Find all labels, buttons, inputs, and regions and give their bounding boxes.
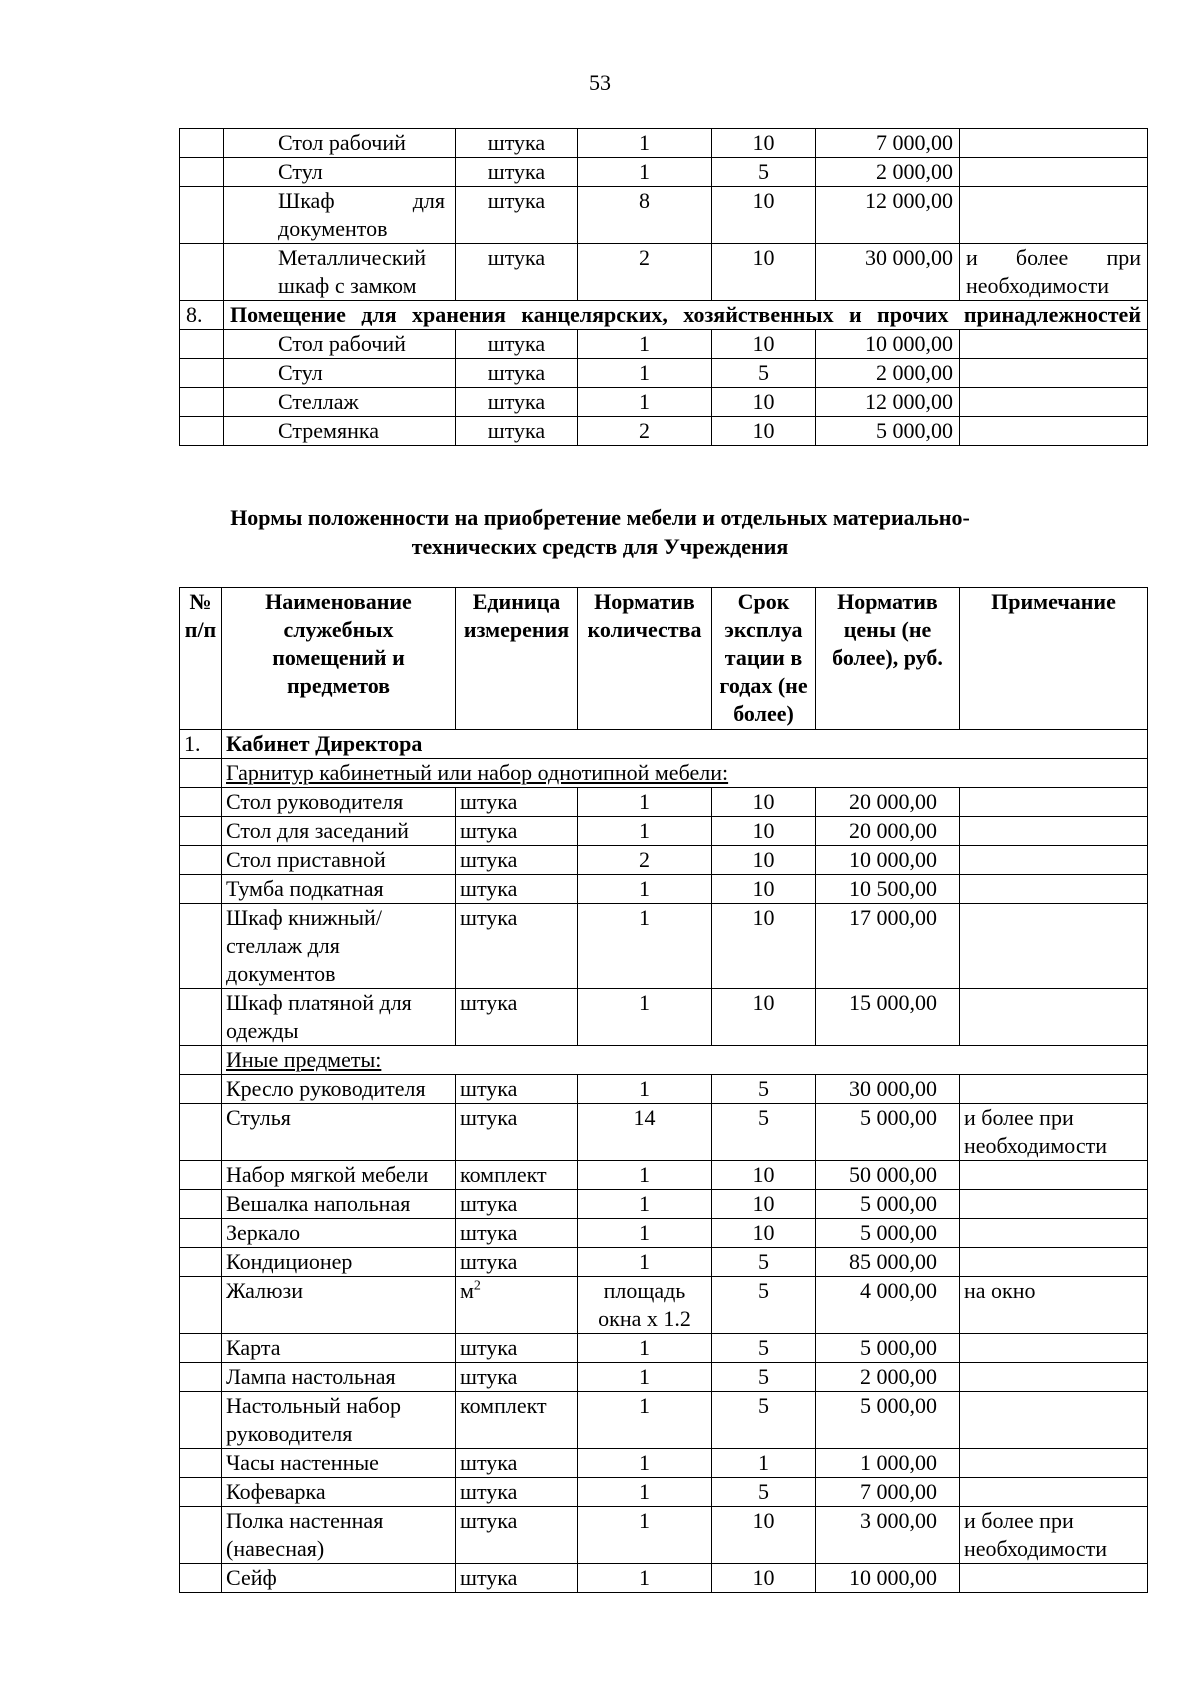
unit: штука — [456, 989, 578, 1046]
quantity: 1 — [578, 1392, 712, 1449]
item-name: Стол руководителя — [222, 788, 456, 817]
service-years: 10 — [712, 1564, 816, 1593]
row-number-cell — [180, 846, 222, 875]
item-name: Стулья — [222, 1104, 456, 1161]
note — [960, 846, 1148, 875]
row-number-cell — [180, 158, 224, 187]
item-name: Зеркало — [222, 1219, 456, 1248]
price: 5 000,00 — [816, 1392, 960, 1449]
note — [960, 1161, 1148, 1190]
item-name: Стул — [224, 359, 456, 388]
service-years: 5 — [712, 1363, 816, 1392]
quantity: 1 — [578, 1190, 712, 1219]
continuation-table — [179, 128, 1148, 446]
service-years: 10 — [712, 846, 816, 875]
service-years: 10 — [712, 989, 816, 1046]
quantity: 1 — [578, 817, 712, 846]
row-number-cell — [180, 904, 222, 989]
quantity: площадь окна х 1.2 — [578, 1277, 712, 1334]
quantity: 8 — [578, 187, 712, 244]
unit: штука — [456, 1449, 578, 1478]
note — [960, 875, 1148, 904]
row-number-cell — [180, 1161, 222, 1190]
item-name: Металлический шкаф с замком — [224, 244, 456, 301]
note — [960, 1478, 1148, 1507]
section-8-row — [180, 301, 1148, 330]
row-number-cell — [180, 129, 224, 158]
unit: штука — [456, 846, 578, 875]
table-row — [180, 244, 1148, 301]
unit: штука — [456, 388, 578, 417]
row-number-cell — [180, 1190, 222, 1219]
item-name: Стеллаж — [224, 388, 456, 417]
unit: штука — [456, 244, 578, 301]
item-name: Сейф — [222, 1564, 456, 1593]
row-number-cell — [180, 1104, 222, 1161]
price: 10 500,00 — [816, 875, 960, 904]
item-name: Стремянка — [224, 417, 456, 446]
quantity: 1 — [578, 1334, 712, 1363]
table-row — [180, 359, 1148, 388]
unit: штука — [456, 330, 578, 359]
row-number-cell — [180, 1219, 222, 1248]
unit: штука — [456, 187, 578, 244]
table-row — [180, 1507, 1148, 1564]
row-number-cell — [180, 1277, 222, 1334]
table-row — [180, 1104, 1148, 1161]
service-years: 10 — [712, 330, 816, 359]
service-years: 5 — [712, 359, 816, 388]
note — [960, 158, 1148, 187]
item-name: Лампа настольная — [222, 1363, 456, 1392]
quantity: 1 — [578, 904, 712, 989]
note: и более при необходимости — [960, 1507, 1148, 1564]
table-row — [180, 187, 1148, 244]
table-row — [180, 875, 1148, 904]
other-items-rows — [180, 1075, 1148, 1593]
price: 12 000,00 — [816, 187, 960, 244]
price: 4 000,00 — [816, 1277, 960, 1334]
section-number: 8. — [180, 301, 224, 330]
row-number-cell — [180, 330, 224, 359]
row-number-cell — [180, 388, 224, 417]
note — [960, 904, 1148, 989]
continuation-rows — [180, 129, 1148, 301]
note — [960, 129, 1148, 158]
section-1-row — [180, 730, 1148, 759]
table-row — [180, 1190, 1148, 1219]
item-name: Настольный набор руководителя — [222, 1392, 456, 1449]
price: 2 000,00 — [816, 1363, 960, 1392]
service-years: 5 — [712, 1277, 816, 1334]
table-row — [180, 388, 1148, 417]
heading-line-1: Нормы положенности на приобретение мебели и отдельных материально- — [230, 505, 970, 530]
service-years: 10 — [712, 1190, 816, 1219]
note — [960, 989, 1148, 1046]
unit: комплект — [456, 1161, 578, 1190]
section-title: Помещение для хранения канцелярских, хозяйственных и прочих принадлежностей — [230, 302, 1141, 327]
unit: штука — [456, 1219, 578, 1248]
quantity: 1 — [578, 1478, 712, 1507]
service-years: 10 — [712, 1507, 816, 1564]
price: 12 000,00 — [816, 388, 960, 417]
row-number-cell — [180, 1075, 222, 1104]
header-price: Норматив цены (не более), руб. — [816, 588, 960, 730]
item-name: Полка настенная (навесная) — [222, 1507, 456, 1564]
note — [960, 1392, 1148, 1449]
table-row — [180, 129, 1148, 158]
table-row — [180, 1449, 1148, 1478]
item-name: Вешалка напольная — [222, 1190, 456, 1219]
item-name: Стул — [224, 158, 456, 187]
row-number-cell — [180, 359, 224, 388]
service-years: 5 — [712, 1075, 816, 1104]
service-years: 5 — [712, 1334, 816, 1363]
table-row — [180, 846, 1148, 875]
table-row — [180, 904, 1148, 989]
unit-base: м — [460, 1278, 474, 1303]
furniture-set-rows — [180, 788, 1148, 1046]
row-number-cell — [180, 1478, 222, 1507]
price: 5 000,00 — [816, 1219, 960, 1248]
header-note: Примечание — [960, 588, 1148, 730]
header-row — [180, 588, 1148, 730]
unit: штука — [456, 417, 578, 446]
table-row — [180, 417, 1148, 446]
note: и более при необходимости — [960, 1104, 1148, 1161]
service-years: 10 — [712, 244, 816, 301]
section-title: Кабинет Директора — [222, 730, 1148, 759]
table-row — [180, 1219, 1148, 1248]
price: 5 000,00 — [816, 1104, 960, 1161]
header-years: Срок эксплуа тации в годах (не более) — [712, 588, 816, 730]
service-years: 5 — [712, 158, 816, 187]
quantity: 1 — [578, 1363, 712, 1392]
item-name: Жалюзи — [222, 1277, 456, 1334]
price: 10 000,00 — [816, 330, 960, 359]
note — [960, 187, 1148, 244]
note: и более при необходимости — [960, 244, 1148, 301]
table-row — [180, 1075, 1148, 1104]
item-name: Стол рабочий — [224, 129, 456, 158]
table-row — [180, 1277, 1148, 1334]
header-unit: Единица измерения — [456, 588, 578, 730]
service-years: 5 — [712, 1248, 816, 1277]
unit — [456, 1277, 578, 1334]
heading-line-2: технических средств для Учреждения — [411, 534, 789, 559]
note — [960, 1190, 1148, 1219]
row-number-cell — [180, 989, 222, 1046]
table-row — [180, 1248, 1148, 1277]
header-num: № п/п — [180, 588, 222, 730]
unit-superscript: 2 — [473, 1278, 481, 1294]
row-number-cell — [180, 875, 222, 904]
quantity: 2 — [578, 417, 712, 446]
price: 30 000,00 — [816, 244, 960, 301]
price: 3 000,00 — [816, 1507, 960, 1564]
item-name: Стол рабочий — [224, 330, 456, 359]
unit: штука — [456, 1564, 578, 1593]
price: 20 000,00 — [816, 788, 960, 817]
note — [960, 1075, 1148, 1104]
unit: штука — [456, 1075, 578, 1104]
quantity: 1 — [578, 330, 712, 359]
unit: штука — [456, 904, 578, 989]
note — [960, 1564, 1148, 1593]
price: 5 000,00 — [816, 1190, 960, 1219]
item-name: Шкаф для документов — [224, 187, 456, 244]
quantity: 1 — [578, 1219, 712, 1248]
row-number-cell — [180, 1363, 222, 1392]
item-name: Тумба подкатная — [222, 875, 456, 904]
note — [960, 417, 1148, 446]
service-years: 10 — [712, 417, 816, 446]
service-years: 10 — [712, 904, 816, 989]
subheading-row — [180, 1046, 1148, 1075]
price: 50 000,00 — [816, 1161, 960, 1190]
service-years: 5 — [712, 1478, 816, 1507]
unit: штука — [456, 129, 578, 158]
note — [960, 1449, 1148, 1478]
item-name: Кофеварка — [222, 1478, 456, 1507]
service-years: 10 — [712, 388, 816, 417]
note — [960, 1363, 1148, 1392]
quantity: 1 — [578, 388, 712, 417]
table-row — [180, 788, 1148, 817]
unit: штука — [456, 1104, 578, 1161]
service-years: 10 — [712, 187, 816, 244]
subheading-furniture-set: Гарнитур кабинетный или набор однотипной мебели: — [222, 759, 1148, 788]
unit: комплект — [456, 1392, 578, 1449]
table-row — [180, 330, 1148, 359]
item-name: Кресло руководителя — [222, 1075, 456, 1104]
unit: штука — [456, 1248, 578, 1277]
service-years: 10 — [712, 129, 816, 158]
item-name: Шкаф платяной для одежды — [222, 989, 456, 1046]
row-number-cell — [180, 788, 222, 817]
header-name: Наименование служебных помещений и предметов — [222, 588, 456, 730]
price: 30 000,00 — [816, 1075, 960, 1104]
service-years: 5 — [712, 1104, 816, 1161]
item-name: Карта — [222, 1334, 456, 1363]
table-row — [180, 989, 1148, 1046]
service-years: 10 — [712, 1161, 816, 1190]
service-years: 10 — [712, 788, 816, 817]
item-name: Стол для заседаний — [222, 817, 456, 846]
note — [960, 817, 1148, 846]
unit: штука — [456, 788, 578, 817]
row-number-cell — [180, 1334, 222, 1363]
note — [960, 788, 1148, 817]
price: 10 000,00 — [816, 846, 960, 875]
row-number-cell — [180, 817, 222, 846]
service-years: 1 — [712, 1449, 816, 1478]
section-title-first-line — [224, 301, 1148, 330]
quantity: 1 — [578, 788, 712, 817]
quantity: 1 — [578, 1507, 712, 1564]
price: 5 000,00 — [816, 1334, 960, 1363]
unit: штука — [456, 1478, 578, 1507]
item-name: Кондиционер — [222, 1248, 456, 1277]
section-number: 1. — [180, 730, 222, 759]
table-row — [180, 1392, 1148, 1449]
row-number-cell — [180, 1392, 222, 1449]
price: 15 000,00 — [816, 989, 960, 1046]
price: 85 000,00 — [816, 1248, 960, 1277]
note — [960, 388, 1148, 417]
document-heading — [0, 503, 1200, 561]
section-8-rows — [180, 330, 1148, 446]
header-qty: Норматив количества — [578, 588, 712, 730]
quantity: 1 — [578, 1161, 712, 1190]
quantity: 1 — [578, 129, 712, 158]
note — [960, 330, 1148, 359]
unit: штука — [456, 817, 578, 846]
unit: штука — [456, 1334, 578, 1363]
service-years: 10 — [712, 875, 816, 904]
item-name: Стол приставной — [222, 846, 456, 875]
unit: штука — [456, 1507, 578, 1564]
subheading-row — [180, 759, 1148, 788]
service-years: 10 — [712, 817, 816, 846]
subheading-other-items: Иные предметы: — [222, 1046, 1148, 1075]
price: 5 000,00 — [816, 417, 960, 446]
quantity: 1 — [578, 158, 712, 187]
table-row — [180, 1564, 1148, 1593]
note: на окно — [960, 1277, 1148, 1334]
quantity: 1 — [578, 359, 712, 388]
note — [960, 1334, 1148, 1363]
price: 2 000,00 — [816, 158, 960, 187]
quantity: 14 — [578, 1104, 712, 1161]
note — [960, 1248, 1148, 1277]
service-years: 5 — [712, 1392, 816, 1449]
unit: штука — [456, 875, 578, 904]
item-name: Набор мягкой мебели — [222, 1161, 456, 1190]
service-years: 10 — [712, 1219, 816, 1248]
unit: штука — [456, 1363, 578, 1392]
row-number-cell — [180, 1507, 222, 1564]
table-row — [180, 1334, 1148, 1363]
quantity: 2 — [578, 846, 712, 875]
row-number-cell — [180, 1449, 222, 1478]
table-row — [180, 158, 1148, 187]
item-name: Часы настенные — [222, 1449, 456, 1478]
row-number-cell — [180, 244, 224, 301]
row-number-cell — [180, 187, 224, 244]
unit: штука — [456, 1190, 578, 1219]
quantity: 1 — [578, 1248, 712, 1277]
row-number-cell — [180, 1564, 222, 1593]
quantity: 1 — [578, 989, 712, 1046]
table-row — [180, 817, 1148, 846]
quantity: 1 — [578, 875, 712, 904]
table-row — [180, 1478, 1148, 1507]
quantity: 1 — [578, 1564, 712, 1593]
note — [960, 1219, 1148, 1248]
unit: штука — [456, 158, 578, 187]
item-name: Шкаф книжный/стеллаж для документов — [222, 904, 456, 989]
price: 2 000,00 — [816, 359, 960, 388]
quantity: 1 — [578, 1075, 712, 1104]
note — [960, 359, 1148, 388]
table-row — [180, 1161, 1148, 1190]
price: 10 000,00 — [816, 1564, 960, 1593]
price: 1 000,00 — [816, 1449, 960, 1478]
quantity: 2 — [578, 244, 712, 301]
row-number-cell — [180, 417, 224, 446]
row-number-cell — [180, 1248, 222, 1277]
table-row — [180, 1363, 1148, 1392]
norms-table — [179, 587, 1148, 1593]
price: 7 000,00 — [816, 1478, 960, 1507]
quantity: 1 — [578, 1449, 712, 1478]
page-number: 53 — [589, 70, 611, 95]
price: 17 000,00 — [816, 904, 960, 989]
price: 7 000,00 — [816, 129, 960, 158]
unit: штука — [456, 359, 578, 388]
price: 20 000,00 — [816, 817, 960, 846]
